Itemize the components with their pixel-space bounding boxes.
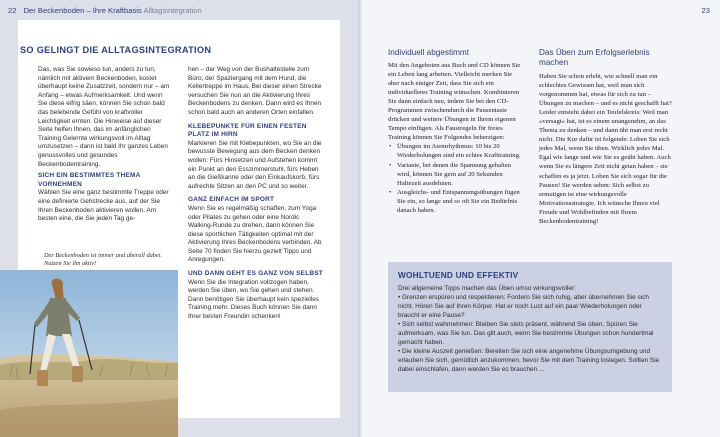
- page-number-right: 23: [701, 6, 710, 15]
- running-head: [8, 6, 202, 15]
- list-item: • Grenzen erspüren und respektieren: Fordern Sie sich ruhig, aber übernehmen Sie sich nicht. Hören Sie auf Ihren Körper. Hat er noch Lust auf ein paar Wiederholungen oder braucht er eine Pause?: [398, 294, 649, 319]
- subheading: SICH EIN BESTIMMTES THEMA VORNEHMEN: [38, 172, 141, 188]
- list-item-text: Grenzen erspüren und respektieren: Fordern Sie sich ruhig, aber übernehmen Sie sich nicht. Hören Sie auf Ihren Körper. Hat er noch Lust auf ein paar Wiederholungen oder braucht er eine Pause?: [398, 294, 649, 319]
- tip-box-body: [398, 284, 664, 374]
- subheading: UND DANN GEHT ES GANZ VON SELBST: [188, 270, 323, 278]
- list-item: • Die kleine Auszeit genießen: Bereiten Sie sich eine angenehme Übungsumgebung und erlauben Sie sich, gemütlich anzukommen, bevor Sie mit dem Training loslegen. Sollten Sie dabei einschlafen, dann werden Sie es brauchen ...: [398, 348, 660, 373]
- section-heading: Das Üben zum Erfolgserlebnis machen: [539, 48, 650, 67]
- photo-caption: Der Beckenboden ist immer und überall dabei. Nutzen Sie ihn aktiv!: [44, 252, 163, 268]
- list-item-text: Die kleine Auszeit genießen: Bereiten Sie sich eine angenehme Übungsumgebung und erlauben Sie sich, gemütlich anzukommen, bevor Sie mit dem Training loslegen. Sollten Sie dabei einschlafen, dann werden Sie es brauchen ...: [398, 348, 660, 373]
- page-number-left: 22: [8, 6, 17, 15]
- running-head-section: Alltagsintegration: [143, 6, 202, 15]
- paragraph: Das, was Sie sowieso tun, anders zu tun, nämlich mit aktivem Beckenboden, kostet überhaupt keine Zusatzzeit, sondern nur – am Anfang – etwas Aufmerksamkeit. Und wenn Sie diese eifrig säen, können Sie schon bald das belebende Gefühl von kraftvoller Leichtigkeit ernten. Die Hinweise auf dieser Seite helfen Ihnen, das im anfänglichen Training Gelernte wirkungsvoll im Alltag umzusetzen – dann ist bald Ihr ganzes Leben genussvolles und gesundes Beckenbodentraining.: [38, 66, 170, 168]
- list-item: • Variante, bei denen die Spannung gehalten wird, können Sie gern auf 20 Sekunden Haltezeit ausdehnen.: [397, 161, 522, 188]
- left-column-1: [38, 66, 172, 224]
- subheading: KLEBEPUNKTE FÜR EINEN FESTEN PLATZ IM HIRN: [188, 122, 307, 139]
- paragraph: hen – der Weg von der Bushaltestelle zum Büro, der Spaziergang mit dem Hund, die Kellertreppe im Haus. Bei dieser einen Strecke versuchen Sie nun an die Aktivierung Ihres Beckenbodens zu denken. Dann wird es Ihnen schon bald auch an anderen Orten einfallen.: [188, 66, 322, 116]
- right-column-2: [539, 72, 673, 226]
- list-item-text: Sich selbst wahrnehmen: Bleiben Sie stets präsent, während Sie üben. Spüren Sie aufmerksam, was Sie tun. Das gilt auch, wenn Sie bestimmte Übungen schon hundertmal gemacht haben.: [398, 321, 654, 346]
- list-item: • Ausgleichs- und Entspannungsübungen fügen Sie ein, so lange und so oft Sie ein Bedürfnis danach haben.: [397, 188, 522, 215]
- beach-walking-photo: [0, 270, 178, 437]
- tip-box-intro: Drei allgemeine Tipps machen das Üben umso wirkungsvoller:: [398, 285, 576, 292]
- list-item: • Sich selbst wahrnehmen: Bleiben Sie stets präsent, während Sie üben. Spüren Sie aufmerksam, was Sie tun. Das gilt auch, wenn Sie bestimmte Übungen schon hundertmal gemacht haben.: [398, 321, 654, 346]
- page-title: SO GELINGT DIE ALLTAGSINTEGRATION: [20, 45, 212, 55]
- right-column-1: [388, 61, 522, 215]
- paragraph: Mit den Angeboten aus Buch und CD können Sie ein Leben lang arbeiten. Vielleicht merken Sie aber nach einiger Zeit, dass Sie sich ein individuelleres Training wünschen. Kombinieren Sie dann einfach neu, indem Sie bei den CD-Programmen zwischendurch die Pausentaste drücken und weitere Übungen in Ihrem eigenen Tempo einfügen. Als Faustregeln für freies Training können Sie Folgendes beherzigen:: [388, 62, 521, 142]
- tip-box: [388, 262, 672, 392]
- subheading: GANZ EINFACH IM SPORT: [188, 196, 275, 204]
- tip-box-list: [398, 293, 664, 374]
- paragraph: Wenn Sie es regelmäßig schaffen, zum Yoga oder Pilates zu gehen oder eine Nordic Walking-Runde zu drehen, dann können Sie diese sportlichen Tätigkeiten optimal mit der Aktivierung Ihres Beckenbodens verbinden. Ab Seite 70 finden Sie hierzu gezielt Tipps und Anregungen.: [188, 204, 322, 264]
- paragraph: Haben Sie schon erlebt, wie schnell man ein schlechtes Gewissen hat, weil man sich vorgenommen hat, etwas für sich zu tun – Übungen zu machen – und es nicht geschafft hat? Leider entsteht dabei ein Teufelskreis: Weil man »versagt« hat, ist es einem unangenehm, an das Thema zu denken – und dann übt man erst recht nicht. Die Kur dafür ist folgende: Loben Sie sich jedes Mal, wenn Sie üben. Wirklich jedes Mal. Egal wie lange und wie Sie es geübt haben. Auch wenn Sie es längere Zeit nicht getan haben – sie schaffen es ja jetzt. Loben Sie sich sogar für die Pausen! Sie werden sehen: Sich selbst zu ermutigen ist eine wirkungsvolle Motivationsstrategie. Ich wünsche Ihnen viel Freude und Wohlbefinden mit Ihrem Beckenbodentraining!: [539, 73, 672, 225]
- list-item: • Übungen im Atemrhythmus: 10 bis 20 Wiederholungen sind ein echtes Krafttraining.: [397, 142, 522, 160]
- left-column-2: [188, 66, 324, 322]
- running-head-title: Der Beckenboden – Ihre Kraftbasis: [23, 6, 142, 15]
- tip-box-title: WOHLTUEND UND EFFEKTIV: [398, 270, 519, 280]
- paragraph: Wenn Sie die Integration vollzogen haben, werden Sie üben, wo Sie gehen und stehen. Dann benötigen Sie überhaupt kein spezielles Training mehr. Dieses Buch können Sie dann Ihrer besten Freundin schenken!: [188, 278, 319, 321]
- paragraph: Wählen Sie eine ganz bestimmte Treppe oder eine definierte Gehstrecke aus, auf der Sie Ihren Beckenboden aktivieren wollen. Am besten eine, die Sie jeden Tag ge-: [38, 189, 169, 223]
- tips-list: [388, 142, 522, 214]
- paragraph: Markieren Sie mit Klebepunkten, wo Sie an die bewusste Bewegung aus dem Becken denken wollen: Fürs Hinsetzen und Aufstehen kommt ein Punkt an den Esszimmerstuhl, fürs Heben an die Gießkanne oder den Einkaufskorb, fürs aufrechte Sitzen an den PC und so weiter.: [188, 139, 322, 190]
- left-page: [0, 0, 358, 437]
- section-heading: Individuell abgestimmt: [388, 48, 470, 57]
